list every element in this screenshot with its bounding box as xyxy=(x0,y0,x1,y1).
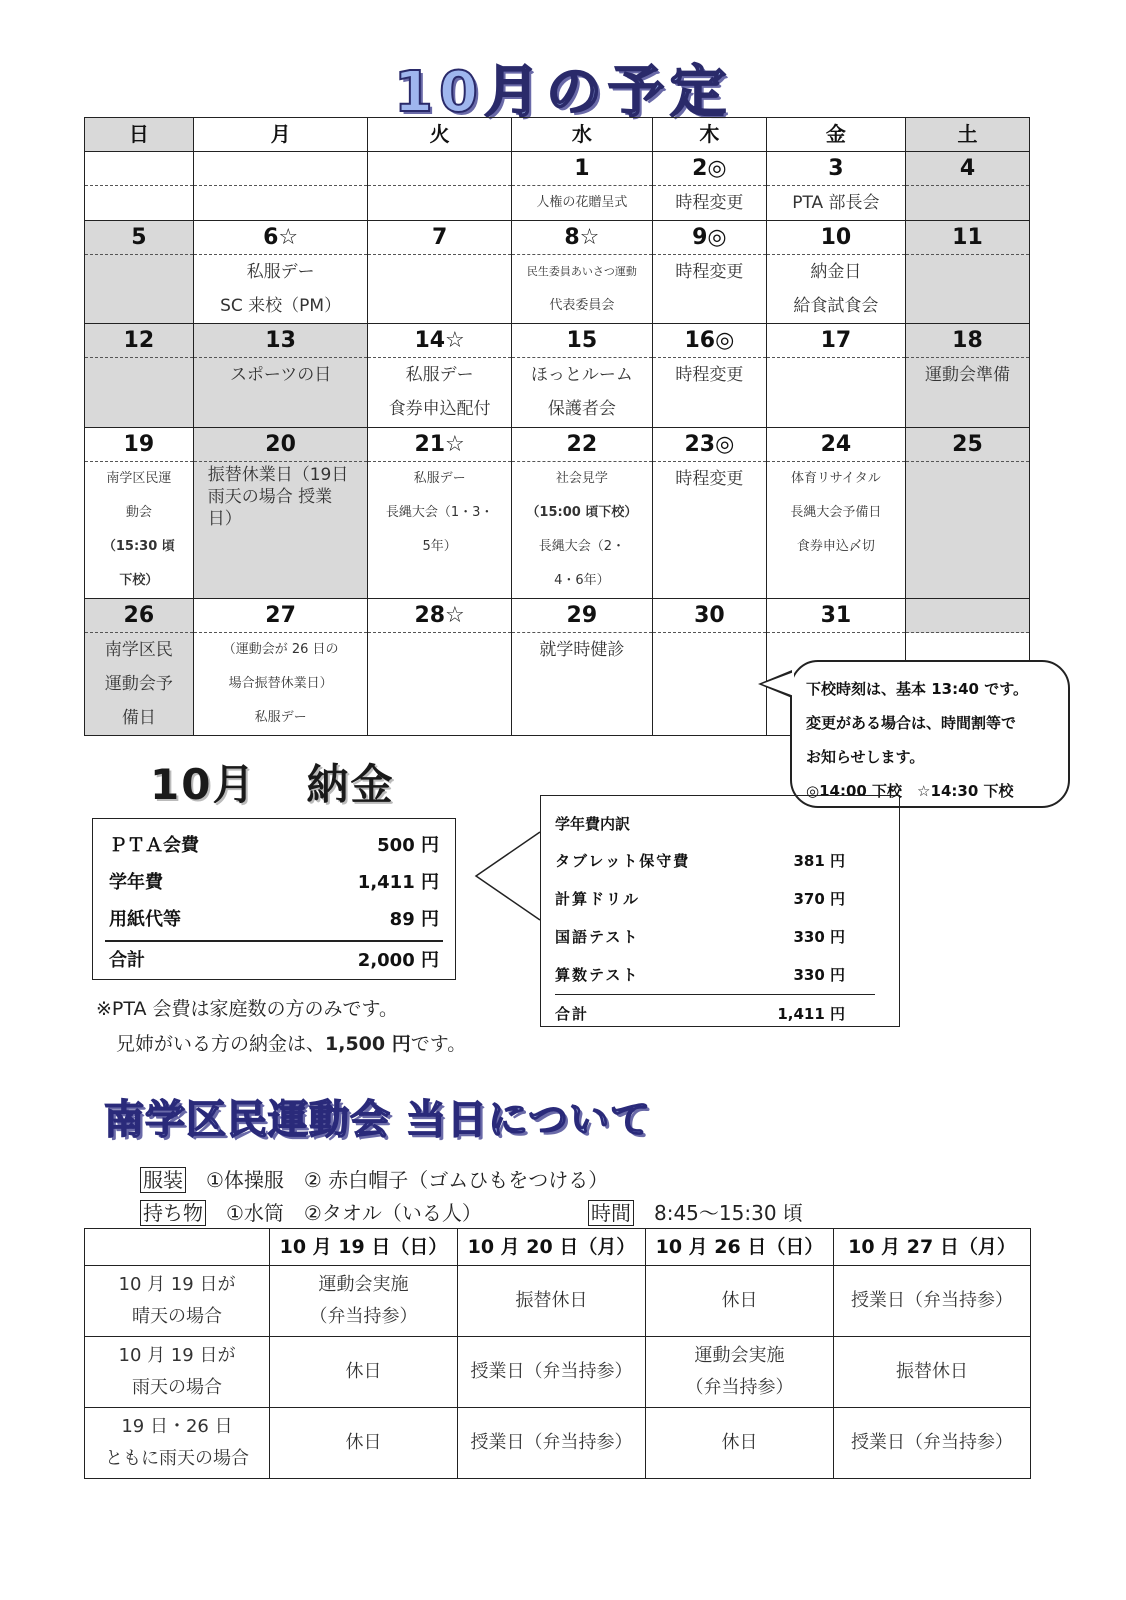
event-text: 場合振替休業日） xyxy=(228,676,333,691)
breakdown-value: 381 円 xyxy=(793,852,845,870)
october-calendar xyxy=(84,117,1030,736)
date-cell: 5 xyxy=(85,221,194,255)
event-text: 運動会準備 xyxy=(924,365,1010,385)
schedule-row-label xyxy=(85,1266,270,1337)
event-text: 納金日 xyxy=(810,262,862,282)
event-text: PTA 部長会 xyxy=(792,193,880,213)
date-cell: 2◎ xyxy=(652,152,766,186)
fee-note-2-amount: 1,500 円 xyxy=(325,1033,411,1055)
weekday-thu: 木 xyxy=(652,118,766,152)
week-1-dates xyxy=(85,152,1030,186)
date-cell: 19 xyxy=(85,428,194,462)
schedule-row xyxy=(85,1337,1031,1408)
schedule-cell: 振替休日 xyxy=(834,1337,1031,1408)
callout-tail-fill xyxy=(762,672,794,696)
fee-note-2 xyxy=(96,1027,466,1062)
row-label-line: 雨天の場合 xyxy=(132,1377,222,1398)
event-text: 就学時健診 xyxy=(539,640,625,660)
date-cell: 22 xyxy=(511,428,652,462)
event-text: 保護者会 xyxy=(547,399,616,419)
event-text: 4・6年） xyxy=(554,573,610,588)
date-cell xyxy=(193,152,368,186)
event-cell xyxy=(511,186,652,221)
schedule-cell: 休日 xyxy=(270,1408,458,1479)
event-cell xyxy=(511,255,652,324)
date-cell xyxy=(85,152,194,186)
fee-value: 500 円 xyxy=(377,835,439,856)
weekday-wed: 水 xyxy=(511,118,652,152)
breakdown-row xyxy=(555,956,885,994)
row-label-line: ともに雨天の場合 xyxy=(105,1448,249,1469)
event-text: 5年） xyxy=(422,539,457,554)
schedule-cell: 休日 xyxy=(646,1266,834,1337)
fee-note-2-text: 兄姉がいる方の納金は、 xyxy=(116,1033,326,1055)
event-cell xyxy=(193,255,368,324)
date-cell: 14☆ xyxy=(368,324,511,358)
weekday-sat: 土 xyxy=(905,118,1029,152)
date-cell: 1 xyxy=(511,152,652,186)
callout-line: 下校時刻は、基本 13:40 です。 xyxy=(806,680,1028,698)
date-cell: 16◎ xyxy=(652,324,766,358)
event-cell xyxy=(766,186,905,221)
fee-section-title xyxy=(150,752,394,812)
date-cell: 13 xyxy=(193,324,368,358)
week-2-dates xyxy=(85,221,1030,255)
cell-line: 運動会実施 xyxy=(318,1274,409,1295)
sports-day-title: 南学区民運動会 当日について xyxy=(104,1097,652,1143)
schedule-cell: 休日 xyxy=(270,1337,458,1408)
calendar-weekday-header xyxy=(85,118,1030,152)
date-cell: 18 xyxy=(905,324,1029,358)
schedule-cell xyxy=(646,1337,834,1408)
schedule-cell: 授業日（弁当持参） xyxy=(458,1337,646,1408)
event-cell xyxy=(511,633,652,736)
fee-value: 89 円 xyxy=(389,909,439,930)
breakdown-total-value: 1,411 円 xyxy=(777,1005,845,1023)
fee-notes xyxy=(96,992,466,1062)
event-text: 時程変更 xyxy=(675,262,744,282)
date-cell: 12 xyxy=(85,324,194,358)
row-label-line: 10 月 19 日が xyxy=(118,1274,236,1295)
event-text: 給食試食会 xyxy=(793,296,879,316)
page-title: 10月の予定 xyxy=(394,60,732,125)
row-label-line: 晴天の場合 xyxy=(132,1306,222,1327)
event-cell xyxy=(511,462,652,599)
event-cell xyxy=(368,186,511,221)
event-text: （運動会が 26 日の xyxy=(222,642,339,657)
event-cell xyxy=(368,358,511,428)
event-text: 人権の花贈呈式 xyxy=(536,195,628,210)
weekday-fri: 金 xyxy=(766,118,905,152)
sports-day-schedule-table xyxy=(84,1228,1031,1479)
schedule-cell: 授業日（弁当持参） xyxy=(834,1266,1031,1337)
date-cell: 29 xyxy=(511,599,652,633)
breakdown-row xyxy=(555,880,885,918)
event-text: 動会 xyxy=(125,505,152,520)
date-cell: 26 xyxy=(85,599,194,633)
date-cell: 11 xyxy=(905,221,1029,255)
belongings-label: 持ち物 xyxy=(140,1200,206,1226)
row-label-line: 19 日・26 日 xyxy=(121,1416,233,1437)
weekday-mon: 月 xyxy=(193,118,368,152)
breakdown-value: 370 円 xyxy=(793,890,845,908)
date-cell: 28☆ xyxy=(368,599,511,633)
breakdown-total-row xyxy=(555,994,875,1033)
breakdown-value: 330 円 xyxy=(793,966,845,984)
date-cell: 31 xyxy=(766,599,905,633)
clothing-text: ①体操服 ② 赤白帽子（ゴムひもをつける） xyxy=(186,1168,609,1192)
callout-line: お知らせします。 xyxy=(806,748,925,766)
event-cell xyxy=(766,255,905,324)
event-cell xyxy=(85,255,194,324)
fee-row xyxy=(105,864,443,901)
clothing-info xyxy=(140,1165,608,1195)
event-cell xyxy=(905,462,1029,599)
breakdown-value: 330 円 xyxy=(793,928,845,946)
fee-total-row xyxy=(105,940,443,979)
row-label-line: 10 月 19 日が xyxy=(118,1345,236,1366)
event-text: 食券申込配付 xyxy=(388,399,491,419)
date-cell: 8☆ xyxy=(511,221,652,255)
date-cell: 4 xyxy=(905,152,1029,186)
event-text: 時程変更 xyxy=(675,469,744,489)
schedule-row-label xyxy=(85,1337,270,1408)
week-4-events xyxy=(85,462,1030,599)
weekday-tue: 火 xyxy=(368,118,511,152)
event-text: SC 来校（PM） xyxy=(220,296,342,316)
breakdown-name: タブレット保守費 xyxy=(555,852,691,870)
breakdown-name: 国語テスト xyxy=(555,928,640,946)
breakdown-name: 算数テスト xyxy=(555,966,640,984)
event-cell xyxy=(766,358,905,428)
fee-note-2-suffix: です。 xyxy=(410,1033,467,1055)
date-cell xyxy=(905,599,1029,633)
schedule-cell xyxy=(270,1266,458,1337)
pointer-arrow-icon xyxy=(474,828,544,928)
fee-total-value: 2,000 円 xyxy=(357,950,439,971)
date-cell: 20 xyxy=(193,428,368,462)
event-text: 代表委員会 xyxy=(549,298,615,313)
fee-total-name: 合計 xyxy=(109,950,145,971)
time-label: 時間 xyxy=(588,1200,634,1226)
schedule-cell: 休日 xyxy=(646,1408,834,1479)
event-cell xyxy=(85,186,194,221)
event-text: （15:30 頃 xyxy=(102,539,175,554)
week-5-dates xyxy=(85,599,1030,633)
fee-value: 1,411 円 xyxy=(357,872,439,893)
event-text: （15:00 頃下校） xyxy=(526,505,638,520)
event-text: 私服デー xyxy=(413,471,466,486)
schedule-cell: 振替休日 xyxy=(458,1266,646,1337)
schedule-cell: 授業日（弁当持参） xyxy=(458,1408,646,1479)
event-cell xyxy=(652,186,766,221)
breakdown-row xyxy=(555,842,885,880)
date-cell: 9◎ xyxy=(652,221,766,255)
week-2-events xyxy=(85,255,1030,324)
schedule-header-cell: 10 月 27 日（月） xyxy=(834,1229,1031,1266)
breakdown-total-name: 合計 xyxy=(555,1005,590,1023)
cell-line: （弁当持参） xyxy=(685,1377,794,1398)
event-text: 体育リサイタル xyxy=(790,471,881,486)
date-cell xyxy=(368,152,511,186)
schedule-header-cell: 10 月 20 日（月） xyxy=(458,1229,646,1266)
callout-line: ◎14:00 下校 ☆14:30 下校 xyxy=(806,782,1014,800)
event-cell xyxy=(511,358,652,428)
date-cell: 10 xyxy=(766,221,905,255)
event-text: 民生委員あいさつ運動 xyxy=(526,265,637,278)
event-cell xyxy=(85,462,194,599)
event-cell xyxy=(652,255,766,324)
date-cell: 24 xyxy=(766,428,905,462)
date-cell: 3 xyxy=(766,152,905,186)
weekday-sun: 日 xyxy=(85,118,194,152)
event-text: 時程変更 xyxy=(675,365,744,385)
event-text: スポーツの日 xyxy=(229,365,332,385)
event-text: 私服デー xyxy=(246,262,315,282)
event-cell xyxy=(193,186,368,221)
date-cell: 30 xyxy=(652,599,766,633)
breakdown-title: 学年費内訳 xyxy=(555,815,631,833)
schedule-row xyxy=(85,1408,1031,1479)
week-3-dates xyxy=(85,324,1030,358)
fee-name: 学年費 xyxy=(109,872,163,893)
fee-title-month: 10月 xyxy=(150,760,257,809)
dismissal-time-callout xyxy=(790,660,1070,808)
schedule-header-cell xyxy=(85,1229,270,1266)
event-cell xyxy=(368,462,511,599)
event-cell xyxy=(193,633,368,736)
event-cell xyxy=(652,633,766,736)
fee-name: 用紙代等 xyxy=(109,909,181,930)
event-cell xyxy=(905,358,1029,428)
date-cell: 6☆ xyxy=(193,221,368,255)
event-cell xyxy=(193,462,368,599)
callout-line: 変更がある場合は、時間割等で xyxy=(806,714,1017,732)
schedule-cell: 授業日（弁当持参） xyxy=(834,1408,1031,1479)
fee-name: ＰＴＡ会費 xyxy=(109,835,199,856)
belongings-info xyxy=(140,1198,482,1228)
event-cell xyxy=(85,633,194,736)
event-cell xyxy=(766,462,905,599)
event-text: 私服デー xyxy=(405,365,474,385)
event-text: 私服デー xyxy=(254,710,307,725)
fee-row xyxy=(105,827,443,864)
event-text: 時程変更 xyxy=(675,193,744,213)
date-cell: 17 xyxy=(766,324,905,358)
event-cell xyxy=(652,462,766,599)
date-cell: 15 xyxy=(511,324,652,358)
cell-line: 運動会実施 xyxy=(694,1345,785,1366)
grade-fee-breakdown-box xyxy=(540,795,900,1027)
week-3-events xyxy=(85,358,1030,428)
time-text: 8:45〜15:30 頃 xyxy=(634,1201,803,1225)
event-cell xyxy=(905,255,1029,324)
schedule-row-label xyxy=(85,1408,270,1479)
event-text: 備日 xyxy=(121,708,156,728)
event-text: 振替休業日（19日雨天の場合 授業日） xyxy=(207,465,349,529)
breakdown-row xyxy=(555,918,885,956)
fee-title-label: 納金 xyxy=(306,760,395,809)
time-info xyxy=(588,1198,803,1228)
event-text: 長縄大会予備日 xyxy=(790,505,882,520)
breakdown-name: 計算ドリル xyxy=(555,890,641,908)
event-text: 南学区民運 xyxy=(106,471,172,486)
schedule-header-cell: 10 月 19 日（日） xyxy=(270,1229,458,1266)
fee-note-1: ※PTA 会費は家庭数の方のみです。 xyxy=(96,998,399,1020)
event-cell xyxy=(652,358,766,428)
event-text: 食券申込〆切 xyxy=(796,539,875,554)
event-text: 長縄大会（2・ xyxy=(538,539,625,554)
date-cell: 25 xyxy=(905,428,1029,462)
week-4-dates xyxy=(85,428,1030,462)
schedule-header-row xyxy=(85,1229,1031,1266)
schedule-header-cell: 10 月 26 日（日） xyxy=(646,1229,834,1266)
schedule-row xyxy=(85,1266,1031,1337)
fee-summary-box xyxy=(92,818,456,980)
event-text: 長縄大会（1・3・ xyxy=(385,505,494,520)
clothing-label: 服装 xyxy=(140,1167,186,1193)
event-cell xyxy=(193,358,368,428)
event-text: ほっとルーム xyxy=(530,365,633,385)
event-cell xyxy=(368,633,511,736)
week-1-events xyxy=(85,186,1030,221)
cell-line: （弁当持参） xyxy=(309,1306,418,1327)
event-text: 運動会予 xyxy=(104,674,173,694)
event-text: 南学区民 xyxy=(104,640,173,660)
event-cell xyxy=(905,186,1029,221)
date-cell: 21☆ xyxy=(368,428,511,462)
event-text: 下校） xyxy=(119,573,159,588)
event-cell xyxy=(368,255,511,324)
event-text: 社会見学 xyxy=(555,471,608,486)
belongings-text: ①水筒 ②タオル（いる人） xyxy=(206,1201,482,1225)
fee-row xyxy=(105,901,443,938)
date-cell: 7 xyxy=(368,221,511,255)
date-cell: 27 xyxy=(193,599,368,633)
date-cell: 23◎ xyxy=(652,428,766,462)
event-cell xyxy=(85,358,194,428)
